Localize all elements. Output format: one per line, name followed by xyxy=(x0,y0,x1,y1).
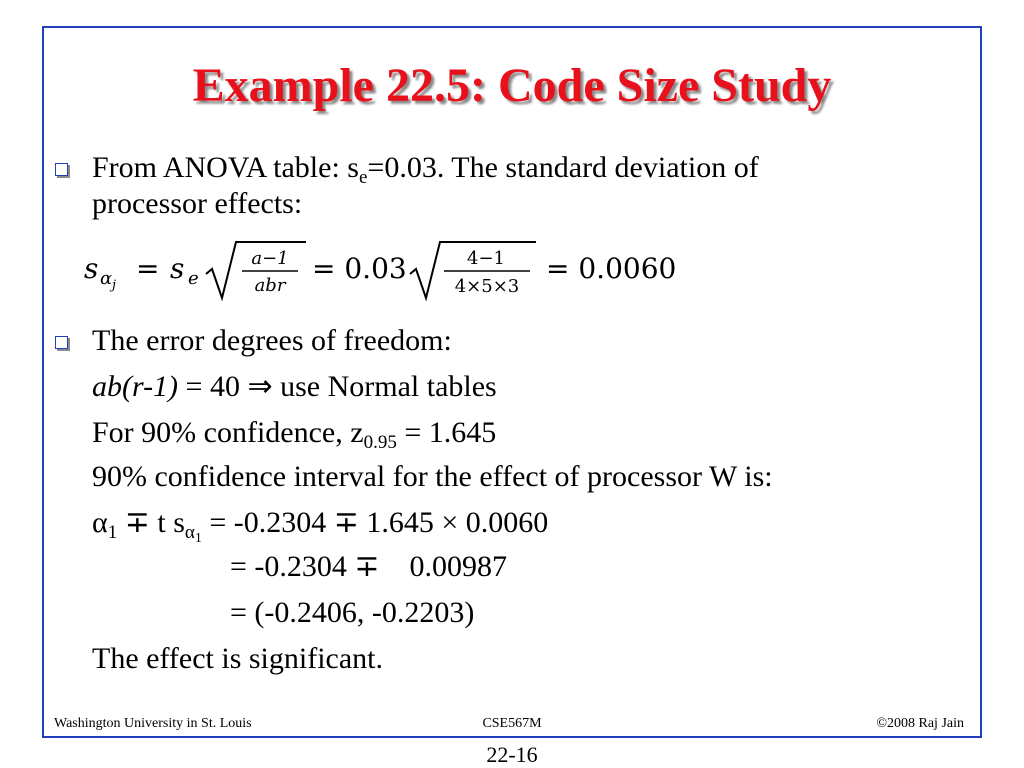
bullet2-line7: The effect is significant. xyxy=(92,642,384,675)
frac2-den: 4×5×3 xyxy=(454,276,520,297)
bullet2-l2-a: For 90% confidence, z xyxy=(92,416,364,449)
bullet2-l1-rest: = 40 ⇒ use Normal tables xyxy=(178,370,497,403)
bullet2-l4-c: = -0.2304 ∓ 1.645 × 0.0060 xyxy=(201,506,549,539)
bullet2-l4-sub2 xyxy=(184,522,202,546)
bullet1-text-a: From ANOVA table: s xyxy=(92,151,359,184)
bullet2-l4-sub2-one: 1 xyxy=(194,531,202,546)
eq-e: e xyxy=(188,268,199,289)
bullet1-text-b: =0.03. The standard deviation of xyxy=(367,151,759,184)
bullet2-l4-sub2-alpha: α xyxy=(184,522,195,543)
eq-s-e: s xyxy=(170,252,185,285)
page-number: 22-16 xyxy=(486,742,538,767)
bullet1-sub-e: e xyxy=(358,167,368,188)
bullet-icon xyxy=(55,336,68,349)
bullet2-line2 xyxy=(92,416,497,453)
bullet2-line3: 90% confidence interval for the effect of processor W is: xyxy=(92,460,773,493)
frac2-num: 4−1 xyxy=(467,248,505,269)
bullet1-line1 xyxy=(92,151,759,188)
frac1-den: abr xyxy=(254,275,286,296)
bullet2-l4-b: ∓ t s xyxy=(117,506,185,539)
bullet2-heading: The error degrees of freedom: xyxy=(92,324,452,357)
bullet2-l4-sub1: 1 xyxy=(107,522,118,543)
bullet2-line1 xyxy=(92,370,497,404)
eq-equals-2: = 0.03 xyxy=(312,252,407,285)
footer-center: CSE567M xyxy=(482,716,542,731)
eq-equals-1: = xyxy=(136,252,160,285)
frac1-num: a−1 xyxy=(251,248,289,269)
bullet2-l2-sub: 0.95 xyxy=(363,432,397,453)
eq-j: j xyxy=(112,278,117,293)
bullet2-l4-a: α xyxy=(92,506,108,539)
std-dev-equation xyxy=(84,236,704,306)
footer-right: ©2008 Raj Jain xyxy=(876,716,964,731)
bullet-icon xyxy=(55,163,68,176)
bullet2-l2-b: = 1.645 xyxy=(396,416,497,449)
bullet2-line4 xyxy=(92,506,549,546)
slide-title: Example 22.5: Code Size Study xyxy=(192,59,832,112)
bullet2-line6: = (-0.2406, -0.2203) xyxy=(230,596,475,629)
bullet1-line2: processor effects: xyxy=(92,187,303,220)
eq-alpha: α xyxy=(100,268,113,289)
bullet2-line5: = -0.2304 ∓ 0.00987 xyxy=(230,550,508,583)
eq-s: s xyxy=(84,252,99,285)
footer-left: Washington University in St. Louis xyxy=(54,716,252,731)
eq-equals-3: = 0.0060 xyxy=(546,252,677,285)
bullet2-l1-italic: ab(r-1) xyxy=(92,370,179,403)
